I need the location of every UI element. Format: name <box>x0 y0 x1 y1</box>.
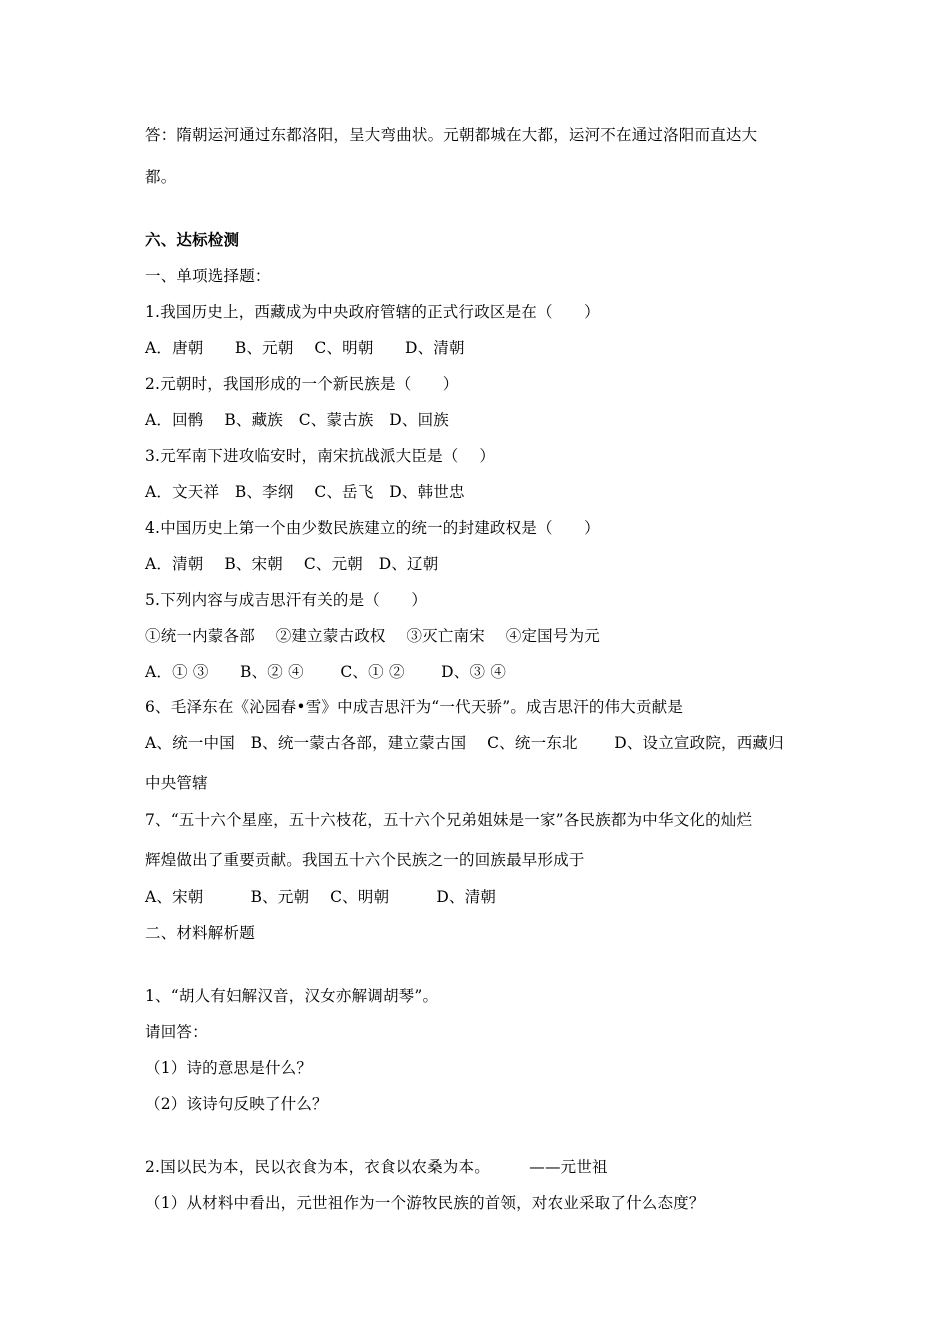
part1-title: 一、单项选择题： <box>145 267 271 285</box>
question-5-stem: 5.下列内容与成吉思汗有关的是（ ） <box>145 591 428 609</box>
question-7-options: A、宋朝 B、元朝 C、明朝 D、清朝 <box>145 888 497 906</box>
question-2-options: A．回鹘 B、藏族 C、蒙古族 D、回族 <box>145 411 449 429</box>
answer-line-2: 都。 <box>145 168 177 186</box>
question-7-stem-cont: 辉煌做出了重要贡献。我国五十六个民族之一的回族最早形成于 <box>145 851 585 869</box>
question-4-stem: 4.中国历史上第一个由少数民族建立的统一的封建政权是（ ） <box>145 519 600 537</box>
question-2-stem: 2.元朝时，我国形成的一个新民族是（ ） <box>145 375 459 393</box>
material-2-q1: （1）从材料中看出，元世祖作为一个游牧民族的首领，对农业采取了什么态度？ <box>145 1194 705 1212</box>
question-5-items: ①统一内蒙各部 ②建立蒙古政权 ③灭亡南宋 ④定国号为元 <box>145 627 600 645</box>
part2-title: 二、材料解析题 <box>145 924 255 942</box>
material-1-q1: （1）诗的意思是什么？ <box>145 1059 313 1077</box>
question-3-options: A．文天祥 B、李纲 C、岳飞 D、韩世忠 <box>145 483 465 501</box>
question-6-options-cont: 中央管辖 <box>145 774 208 792</box>
material-2-text: 2.国以民为本，民以衣食为本，衣食以农桑为本。 ——元世祖 <box>145 1158 608 1176</box>
question-5-options: A．① ③ B、② ④ C、① ② D、③ ④ <box>145 663 507 681</box>
question-4-options: A．清朝 B、宋朝 C、元朝 D、辽朝 <box>145 555 439 573</box>
material-1-text: 1、“胡人有妇解汉音，汉女亦解调胡琴”。 <box>145 987 439 1005</box>
material-1-q2: （2）该诗句反映了什么？ <box>145 1095 328 1113</box>
question-7-stem: 7、“五十六个星座，五十六枝花，五十六个兄弟姐妹是一家”各民族都为中华文化的灿烂 <box>145 811 753 829</box>
section-title: 六、达标检测 <box>145 230 240 249</box>
material-1-prompt: 请回答： <box>145 1023 208 1041</box>
question-3-stem: 3.元军南下进攻临安时，南宋抗战派大臣是（ ） <box>145 447 496 465</box>
question-6-options: A、统一中国 B、统一蒙古各部，建立蒙古国 C、统一东北 D、设立宣政院，西藏归 <box>145 734 784 752</box>
question-1-options: A．唐朝 B、元朝 C、明朝 D、清朝 <box>145 339 465 357</box>
question-1-stem: 1.我国历史上，西藏成为中央政府管辖的正式行政区是在（ ） <box>145 303 600 321</box>
answer-line-1: 答：隋朝运河通过东都洛阳，呈大弯曲状。元朝都城在大都，运河不在通过洛阳而直达大 <box>145 126 758 144</box>
question-6-stem: 6、毛泽东在《沁园春•雪》中成吉思汗为“一代天骄”。成吉思汗的伟大贡献是 <box>145 698 684 716</box>
